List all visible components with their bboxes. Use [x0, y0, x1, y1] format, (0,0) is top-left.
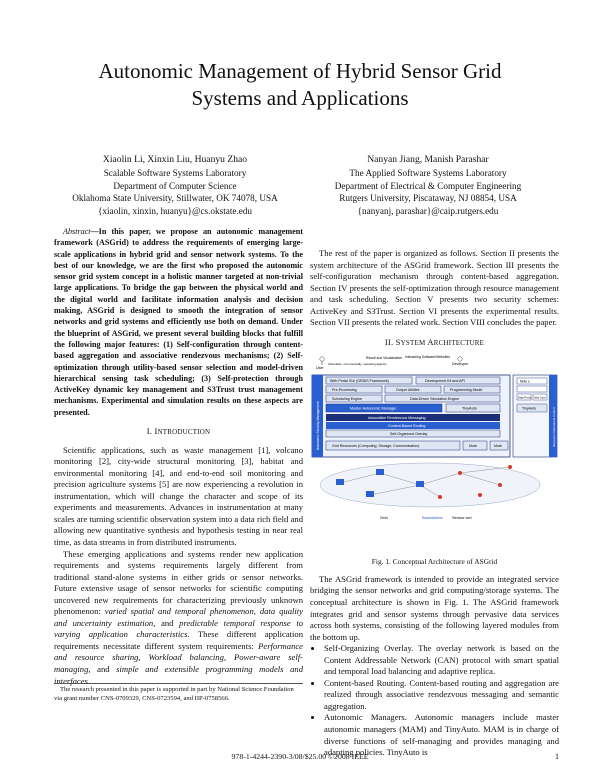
fig-mote-2: Mote	[494, 444, 502, 449]
author-names: Xiaolin Li, Xinxin Liu, Huanyu Zhao	[102, 154, 248, 165]
fig-portal: Web Portal GUI (GRIDS Framework)	[330, 379, 389, 384]
developer-icon	[458, 357, 462, 361]
section-heading-architecture: II. SYSTEM ARCHITECTURE	[384, 336, 485, 347]
intro-paragraph-2: These emerging applications and systems render new application requirements and systems requirements largely different from traditional stand-alone systems in either grids or sensor networks. Future extensive usage of sensor networks for scientific computing uncovered new requirements for characterizing previously unknown phenomenon: varied spatial and temporal phenomenon, data quality and uncertainty estimation, and predictable temporal response to varying application characteristics. These different application requirements necessitate different system requirements: Performance and resource sharing, Workload balancing, Power-aware self-managing, and simple and extensible programming models and interfaces.	[54, 548, 304, 686]
author-email: {xiaolin, xinxin, huanyu}@cs.okstate.edu	[97, 205, 253, 216]
fig-grid-res: Grid Resources (Computing, Storage, Communication)	[332, 444, 420, 449]
fig-left-vertical-label: Autonomic Security Management	[316, 401, 320, 451]
author-email: {nanyanj, parashar}@caip.rutgers.edu	[357, 205, 499, 216]
fig-devkit: Development Kit and API	[425, 379, 465, 384]
list-item: • Autonomic Managers. Autonomic managers include master autonomic managers (MAM) and TinyAuto. MAM is in charge of diverse functions of self-managing and provides managing and adapting policies. TinyAuto is	[323, 712, 559, 758]
fig-cbr: Content-Based Routing	[388, 424, 426, 429]
fig-viz-label: Result and Visualization	[366, 356, 403, 361]
fig-sched: Scheduling Engine	[332, 397, 362, 402]
list-item: • Content-based Routing. Content-based routing and aggregation are realized through associative rendezvous messaging and semantic aggregation.	[323, 678, 559, 713]
fig-developer-label: Developer	[452, 362, 469, 367]
fig-user-note: (Scientists, Commercially, operating agents)	[328, 362, 387, 367]
fig-so: Self-Organized Overlay	[390, 432, 428, 437]
left-column	[54, 226, 303, 687]
page-number: 1	[555, 752, 559, 761]
figure-caption: Fig. 1. Conceptual Architecture of ASGrid	[371, 557, 498, 567]
architecture-figure	[310, 355, 559, 553]
fig-datadriven: Data-Driven Simulation Engine	[410, 397, 460, 402]
fig-preproc: Pre-Processing	[332, 388, 357, 393]
title-line-1: Autonomic Management of Hybrid Sensor Grid	[98, 59, 502, 83]
author-block-left	[50, 154, 300, 217]
author-block-right	[303, 154, 553, 217]
footnote	[54, 683, 303, 703]
list-item: • Self-Organizing Overlay. The overlay network is based on the Content Addressable Network (CAN) protocol with smart spatial and temporal load balancing and adaptive replica.	[323, 643, 559, 678]
fig-side-4: TinyAuto	[522, 406, 537, 411]
fig-interact-label: Interacting Software/Websites	[405, 355, 450, 360]
author-lab: The Applied Software Systems Laboratory	[349, 168, 507, 179]
right-column	[310, 248, 559, 759]
fig-side-2: Data Prcsn.	[518, 396, 533, 400]
author-univ: Rutgers University, Piscataway, NJ 08854, USA	[339, 193, 517, 204]
author-dept: Department of Electrical & Computer Engineering	[334, 180, 522, 191]
section-heading-introduction: I. INTRODUCTION	[146, 426, 211, 437]
footnote-text: The research presented in this paper is supported in part by National Science Foundation via grant number CNS-0709329, CNS-0723594, and IIP-0758566.	[54, 686, 294, 702]
network-area	[320, 463, 540, 507]
fig-basestation-label: Basestation	[422, 515, 443, 521]
fig-output: Output Utilities	[396, 388, 420, 393]
fig-user-label: User	[316, 366, 324, 371]
abstract-text: —In this paper, we propose an autonomic management framework (ASGrid) to address the requirements of emerging large-scale applications in hybrid grid and sensor network systems. To the best of our knowledge, we are the first who proposed the autonomic sensor grid system concept in a holistic manner targeted at non-trivial large applications. To bridge the gap between the physical world and the digital world and facilitate information analysis and decision making, ASGrid is designed to smooth the integration of sensor networks and grid systems and efficiently use both on demand. Under the blueprint of ASGrid, we present several building blocks that fulfill the following major features: (1) Self-configuration through content-based aggregation and associative rendezvous mechanisms; (2) Self-optimization through utility-based sensor selection and model-driven hierarchical sensing task scheduling; (3) Self-protection through ActiveKey dynamic key management and S3Trust trust management mechanisms. Experimental and simulation results on these aspects are presented.	[54, 227, 303, 417]
fig-sensornet-label: Sensor-net	[452, 515, 472, 521]
fig-side-1: Mote s	[520, 379, 530, 384]
author-lab: Scalable Software Systems Laboratory	[103, 168, 247, 179]
abstract	[54, 226, 303, 418]
fig-right-vertical-label: Resource Operational Control	[552, 407, 556, 448]
module-list	[310, 643, 559, 758]
copyright-footer: 978-1-4244-2390-3/08/$25.00 ©2008 IEEE	[231, 752, 369, 761]
paper-title	[40, 58, 560, 112]
fig-tinyauto: TinyAuto	[462, 406, 477, 411]
fig-mam: Master Autonomic Manager	[350, 406, 397, 411]
architecture-diagram	[310, 355, 559, 553]
fig-prog: Programming Model	[450, 388, 483, 393]
architecture-paragraph: The ASGrid framework is intended to provide an integrated service bridging the sensor networks and grid computing/storage systems. The conceptual architecture is shown in Fig. 1. The ASGrid framework integrates grid and sensor systems through pervasive data services across both systems, consisting of the following layered modules from the bottom up.	[310, 573, 559, 642]
abstract-label: Abstract	[63, 227, 91, 236]
author-names: Nanyan Jiang, Manish Parashar	[367, 154, 489, 165]
author-dept: Department of Computer Science	[113, 180, 237, 191]
intro-paragraph-1: Scientific applications, such as waste management [1], volcano monitoring [2], city-wide structural monitoring [3], habitat and environmental monitoring [4], and end-to-end soil monitoring and precision agriculture systems [5] are now experiencing a revolution in instrumentation, which will change the character and scope of its experiments and measurements. Advances in instrumentation at many scales are turning scientific observation system into a data rich field and allowing new quantitative synthesis and hypothesis testing in near real time, as data streams in from distributed instruments.	[54, 444, 303, 547]
fig-side-3: Infor Scut	[534, 396, 546, 400]
fig-grid-label: Grid	[380, 515, 388, 521]
organization-paragraph: The rest of the paper is organized as follows. Section II presents the system architecture of the ASGrid framework. Section III presents the self-configuration mechanism through content-based aggregation. Section IV presents the self-optimization through resource management and task scheduling. Section V presents two security schemes: ActiveKey and S3Trust. Section VI presents the experimental results. Section VII presents the related work. Section VIII concludes the paper.	[310, 248, 559, 328]
user-icon	[320, 357, 324, 365]
fig-ar: Associative Rendezvous Messaging	[368, 416, 426, 421]
author-univ: Oklahoma State University, Stillwater, OK 74078, USA	[72, 193, 278, 204]
fig-mote: Mote	[469, 444, 477, 449]
title-line-2: Systems and Applications	[191, 86, 409, 110]
